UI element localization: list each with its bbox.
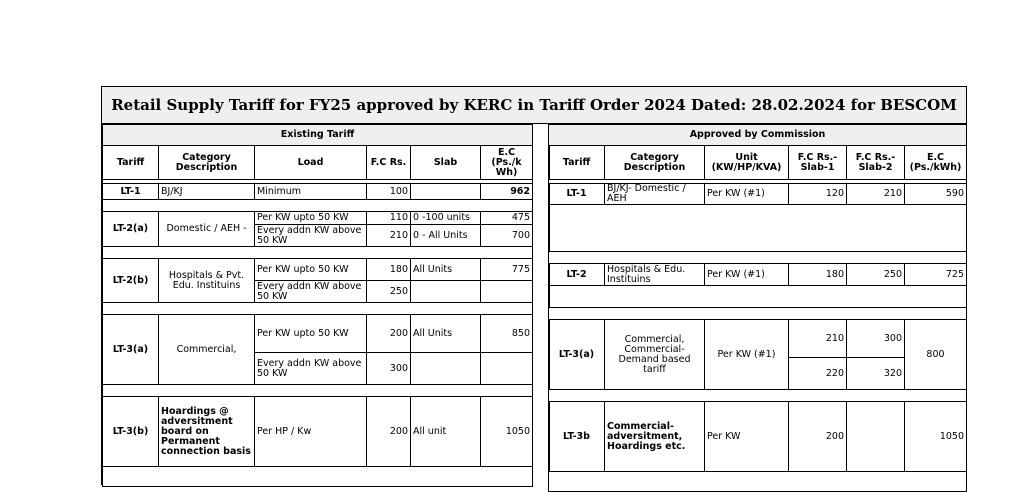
tariff-code: LT-3b: [549, 402, 605, 472]
col-category: Category Description: [159, 146, 255, 180]
col-load: Load: [255, 146, 367, 180]
col-ec: E.C (Ps./kWh): [905, 146, 967, 180]
category: Hospitals & Pvt. Edu. Instituins: [159, 259, 255, 303]
table-row: [103, 315, 533, 353]
fc-slab1: 210: [789, 320, 847, 358]
unit: Per KW (#1): [705, 184, 789, 205]
existing-heading: Existing Tariff: [103, 125, 533, 146]
load: Per KW upto 50 KW: [255, 315, 367, 353]
table-row: [549, 402, 967, 472]
category: Commercial,: [159, 315, 255, 385]
energy-charge: 800: [905, 320, 967, 390]
approved-header-row: [549, 146, 967, 180]
table-row: [549, 320, 967, 358]
fixed-charge: 200: [367, 397, 411, 467]
energy-charge: 775: [481, 259, 533, 281]
col-fc-slab1: F.C Rs.- Slab-1: [789, 146, 847, 180]
energy-charge: 850: [481, 315, 533, 353]
energy-charge: 962: [481, 184, 533, 200]
fc-slab2: 320: [847, 358, 905, 390]
load: Minimum: [255, 184, 367, 200]
table-row: [549, 264, 967, 286]
fixed-charge: 210: [367, 225, 411, 247]
col-category: Category Description: [605, 146, 705, 180]
category: Commercial- adversitment, Hoardings etc.: [605, 402, 705, 472]
energy-charge: 590: [905, 184, 967, 205]
category: BJ/KJ- Domestic / AEH: [605, 184, 705, 205]
load: Every addn KW above 50 KW: [255, 353, 367, 385]
fc-slab1: 220: [789, 358, 847, 390]
tariff-code: LT-2(a): [103, 212, 159, 247]
col-fc-slab2: F.C Rs.- Slab-2: [847, 146, 905, 180]
fc-slab1: 120: [789, 184, 847, 205]
slab: 0 - All Units: [411, 225, 481, 247]
category: BJ/KJ: [159, 184, 255, 200]
tariff-sheet: [101, 86, 967, 485]
energy-charge: 475: [481, 212, 533, 225]
fixed-charge: 300: [367, 353, 411, 385]
col-tariff: Tariff: [103, 146, 159, 180]
slab: All Units: [411, 315, 481, 353]
tariff-code: LT-3(a): [103, 315, 159, 385]
slab: [411, 184, 481, 200]
fc-slab2: 250: [847, 264, 905, 286]
tariff-code: LT-2: [549, 264, 605, 286]
unit: Per KW (#1): [705, 320, 789, 390]
load: Per HP / Kw: [255, 397, 367, 467]
fixed-charge: 200: [367, 315, 411, 353]
fixed-charge: 250: [367, 281, 411, 303]
tariff-code: LT-1: [103, 184, 159, 200]
table-row: [103, 259, 533, 281]
slab: All Units: [411, 259, 481, 281]
tariff-code: LT-2(b): [103, 259, 159, 303]
table-row: [549, 184, 967, 205]
energy-charge: 1050: [905, 402, 967, 472]
category: Domestic / AEH -: [159, 212, 255, 247]
fixed-charge: 180: [367, 259, 411, 281]
approved-tariff-table: [548, 124, 967, 492]
tariff-code: LT-3(a): [549, 320, 605, 390]
col-tariff: Tariff: [549, 146, 605, 180]
energy-charge: 1050: [481, 397, 533, 467]
fc-slab1: 180: [789, 264, 847, 286]
unit: Per KW: [705, 402, 789, 472]
table-row: [103, 397, 533, 467]
col-ec: E.C (Ps./k Wh): [481, 146, 533, 180]
load: Per KW upto 50 KW: [255, 212, 367, 225]
category: Hoardings @ adversitment board on Permanent connection basis: [159, 397, 255, 467]
col-slab: Slab: [411, 146, 481, 180]
load: Per KW upto 50 KW: [255, 259, 367, 281]
load: Every addn KW above 50 KW: [255, 281, 367, 303]
fixed-charge: 100: [367, 184, 411, 200]
energy-charge: 700: [481, 225, 533, 247]
slab: 0 -100 units: [411, 212, 481, 225]
unit: Per KW (#1): [705, 264, 789, 286]
tariff-code: LT-3(b): [103, 397, 159, 467]
category: Commercial, Commercial- Demand based tariff: [605, 320, 705, 390]
table-row: [103, 184, 533, 200]
tariff-code: LT-1: [549, 184, 605, 205]
slab: All unit: [411, 397, 481, 467]
col-fc: F.C Rs.: [367, 146, 411, 180]
energy-charge: 725: [905, 264, 967, 286]
table-row: [103, 212, 533, 225]
category: Hospitals & Edu. Instituins: [605, 264, 705, 286]
fc-slab2: 300: [847, 320, 905, 358]
fc-slab1: 200: [789, 402, 847, 472]
existing-tariff-table: [102, 124, 533, 487]
approved-heading: Approved by Commission: [549, 125, 967, 146]
fixed-charge: 110: [367, 212, 411, 225]
page-title: Retail Supply Tariff for FY25 approved by KERC in Tariff Order 2024 Dated: 28.02.2024 for BESCOM: [102, 87, 966, 124]
existing-header-row: [103, 146, 533, 180]
col-unit: Unit (KW/HP/KVA): [705, 146, 789, 180]
fc-slab2: 210: [847, 184, 905, 205]
load: Every addn KW above 50 KW: [255, 225, 367, 247]
